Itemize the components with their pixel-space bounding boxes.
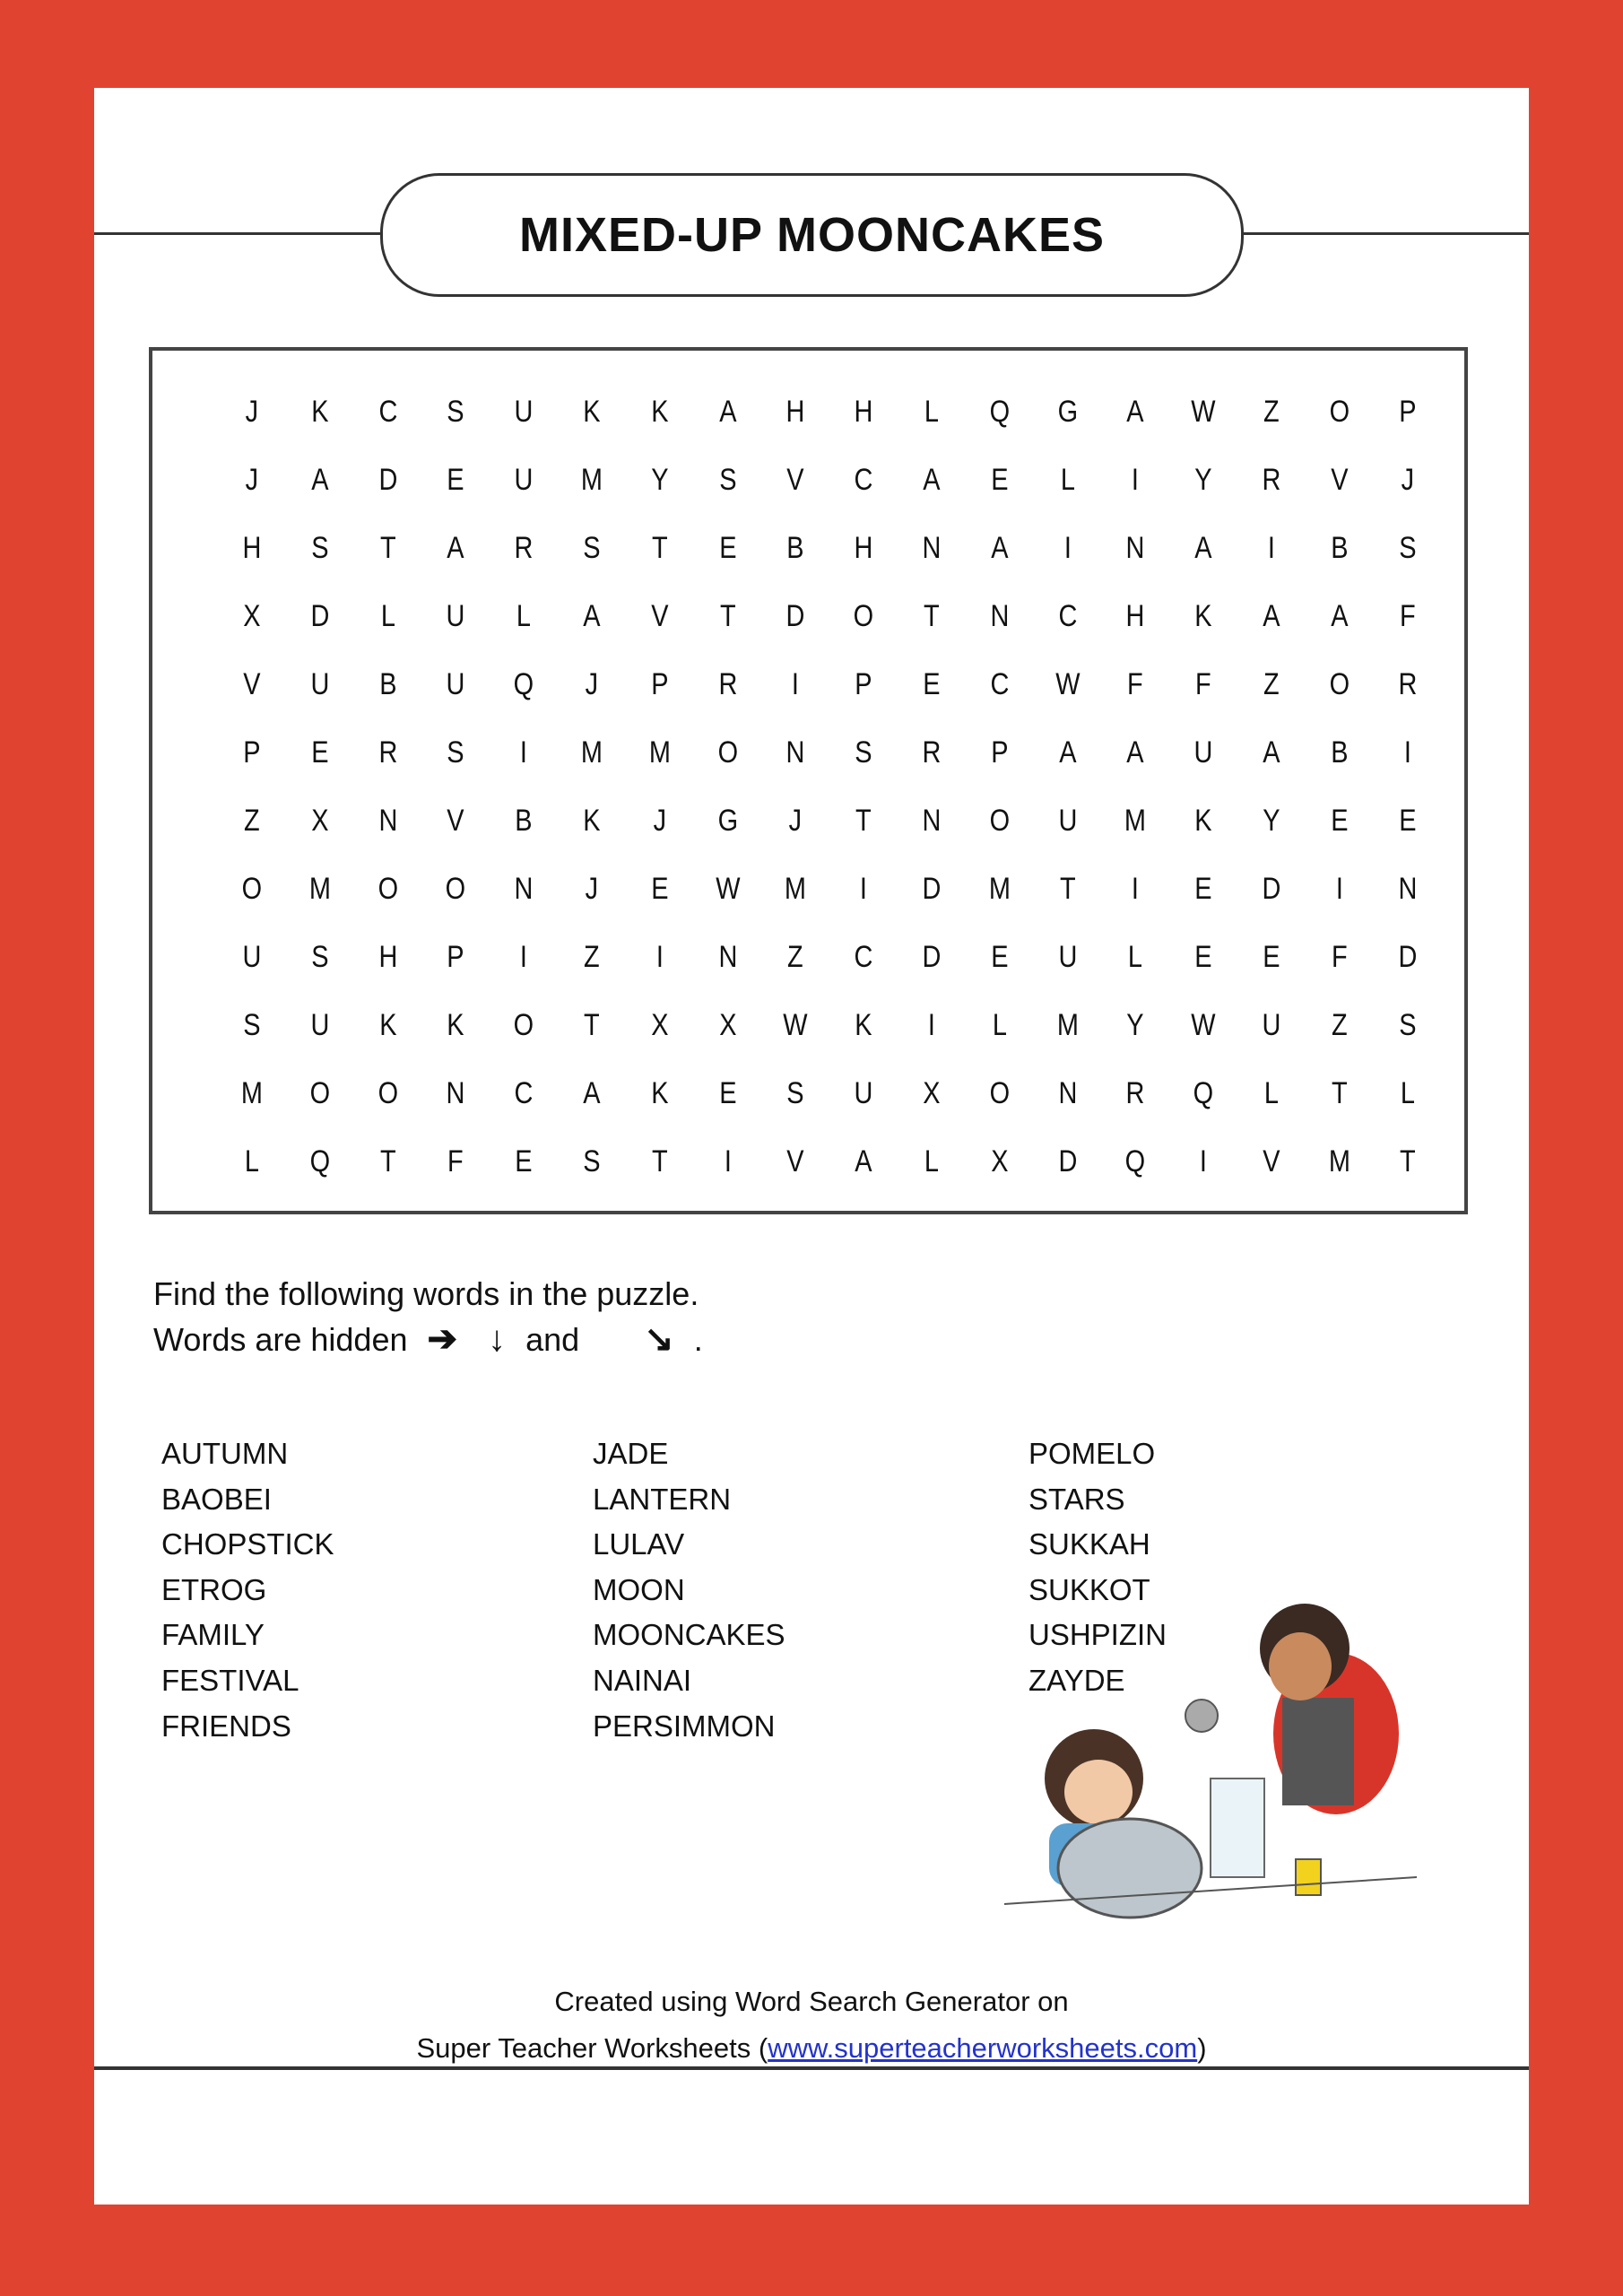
- grid-letter: K: [311, 395, 329, 429]
- grid-letter: Q: [513, 667, 534, 701]
- word-list-item: SUKKAH: [1028, 1527, 1150, 1561]
- grid-letter: P: [855, 667, 872, 701]
- footer-line-1: Created using Word Search Generator on: [554, 1986, 1069, 2017]
- grid-letter: E: [651, 872, 669, 906]
- grid-letter: O: [378, 872, 398, 906]
- grid-letter: O: [378, 1076, 398, 1110]
- grid-letter: T: [651, 531, 668, 565]
- grid-letter: A: [855, 1144, 872, 1178]
- grid-letter: U: [310, 1008, 330, 1042]
- grid-letter: O: [989, 1076, 1010, 1110]
- arrow-right-icon: ➔: [427, 1319, 458, 1359]
- grid-letter: K: [1194, 599, 1212, 633]
- word-search-grid-box: [149, 347, 1468, 1214]
- grid-letter: W: [1191, 395, 1216, 429]
- footer-credit: [94, 1979, 1529, 2072]
- grid-letter: A: [923, 463, 941, 497]
- word-list-item: PERSIMMON: [593, 1709, 776, 1743]
- grid-letter: O: [989, 804, 1010, 838]
- grid-letter: D: [1058, 1144, 1077, 1178]
- grid-letter: S: [447, 395, 464, 429]
- grid-letter: B: [1330, 735, 1349, 770]
- grid-letter: K: [1194, 804, 1212, 838]
- grid-letter: N: [785, 735, 805, 770]
- grid-letter: U: [1193, 735, 1213, 770]
- grid-letter: L: [1060, 463, 1075, 497]
- grid-letter: A: [1058, 735, 1077, 770]
- word-list-item: ZAYDE: [1028, 1663, 1125, 1697]
- grid-letter: M: [1328, 1144, 1350, 1178]
- grid-letter: U: [1058, 940, 1077, 974]
- arrow-diagonal-icon: ↘: [644, 1319, 674, 1359]
- grid-letter: M: [1124, 804, 1147, 838]
- grid-letter: L: [924, 1144, 939, 1178]
- word-list-item: MOONCAKES: [593, 1618, 785, 1652]
- grid-letter: T: [1331, 1076, 1348, 1110]
- word-list-item: LULAV: [593, 1527, 685, 1561]
- grid-letter: H: [378, 940, 397, 974]
- grid-letter: C: [378, 395, 397, 429]
- grid-letter: T: [719, 599, 736, 633]
- grid-letter: D: [310, 599, 330, 633]
- page-title: MIXED-UP MOONCAKES: [380, 173, 1244, 297]
- grid-letter: U: [514, 463, 534, 497]
- grid-letter: Y: [1126, 1008, 1144, 1042]
- website-link[interactable]: www.superteacherworksheets.com: [768, 2032, 1198, 2064]
- grid-letter: S: [786, 1076, 804, 1110]
- grid-letter: S: [1398, 1008, 1417, 1042]
- grid-letter: N: [922, 531, 942, 565]
- grid-letter: D: [1397, 940, 1417, 974]
- grid-letter: K: [378, 1008, 397, 1042]
- grid-letter: E: [718, 1076, 737, 1110]
- grid-letter: T: [855, 804, 872, 838]
- grid-letter: Z: [1331, 1008, 1348, 1042]
- grid-letter: R: [922, 735, 942, 770]
- grid-letter: P: [651, 667, 669, 701]
- grid-letter: A: [447, 531, 464, 565]
- grid-letter: I: [860, 872, 868, 906]
- grid-letter: A: [1263, 735, 1280, 770]
- grid-letter: J: [585, 872, 599, 906]
- footer-line-2: [94, 2025, 1529, 2072]
- grid-letter: L: [1263, 1076, 1279, 1110]
- word-list-item: JADE: [593, 1437, 669, 1470]
- grid-letter: M: [1056, 1008, 1079, 1042]
- grid-letter: G: [1057, 395, 1078, 429]
- grid-letter: P: [1398, 395, 1417, 429]
- grid-letter: K: [583, 804, 601, 838]
- grid-letter: V: [651, 599, 669, 633]
- grid-letter: X: [991, 1144, 1009, 1178]
- grid-letter: R: [378, 735, 397, 770]
- grid-letter: M: [240, 1076, 263, 1110]
- instructions-line-2: [153, 1317, 703, 1362]
- grid-letter: H: [785, 395, 805, 429]
- grid-letter: Z: [787, 940, 804, 974]
- grid-letter: R: [718, 667, 737, 701]
- word-search-grid: [218, 378, 1441, 1196]
- grid-letter: U: [514, 395, 534, 429]
- grid-letter: M: [580, 735, 603, 770]
- grid-letter: I: [1132, 872, 1140, 906]
- word-list-item: ETROG: [161, 1572, 267, 1606]
- grid-letter: L: [1400, 1076, 1415, 1110]
- grid-letter: C: [514, 1076, 534, 1110]
- grid-letter: H: [242, 531, 262, 565]
- word-list-item: LANTERN: [593, 1482, 732, 1516]
- grid-letter: I: [792, 667, 800, 701]
- grid-letter: N: [1397, 872, 1417, 906]
- grid-letter: M: [648, 735, 671, 770]
- grid-letter: Z: [244, 804, 260, 838]
- grid-letter: I: [724, 1144, 732, 1178]
- grid-letter: I: [1335, 872, 1343, 906]
- grid-letter: W: [783, 1008, 808, 1042]
- grid-letter: I: [927, 1008, 935, 1042]
- grid-letter: U: [446, 599, 465, 633]
- grid-letter: S: [311, 940, 329, 974]
- grid-letter: Q: [309, 1144, 330, 1178]
- word-list-item: STARS: [1028, 1482, 1125, 1516]
- grid-letter: J: [789, 804, 803, 838]
- grid-letter: P: [447, 940, 464, 974]
- grid-letter: X: [923, 1076, 941, 1110]
- word-list-item: FESTIVAL: [161, 1663, 299, 1697]
- grid-letter: N: [990, 599, 1010, 633]
- grid-letter: U: [1262, 1008, 1281, 1042]
- grid-letter: O: [309, 1076, 330, 1110]
- grid-letter: U: [310, 667, 330, 701]
- grid-letter: Q: [1125, 1144, 1146, 1178]
- grid-letter: H: [854, 531, 873, 565]
- grid-letter: B: [786, 531, 804, 565]
- word-list-item: MOON: [593, 1572, 685, 1606]
- grid-letter: O: [513, 1008, 534, 1042]
- grid-letter: T: [584, 1008, 600, 1042]
- instructions-period: .: [693, 1321, 703, 1358]
- grid-letter: A: [1126, 395, 1144, 429]
- word-list-column-1: [161, 1431, 334, 1749]
- word-list-item: BAOBEI: [161, 1482, 272, 1516]
- grid-letter: M: [580, 463, 603, 497]
- grid-letter: W: [1055, 667, 1081, 701]
- grid-letter: L: [1128, 940, 1143, 974]
- grid-letter: K: [855, 1008, 872, 1042]
- grid-letter: S: [311, 531, 329, 565]
- grid-letter: A: [1126, 735, 1144, 770]
- grid-letter: O: [446, 872, 466, 906]
- worksheet-page: [94, 88, 1529, 2205]
- grid-letter: N: [1058, 1076, 1077, 1110]
- word-list-item: FRIENDS: [161, 1709, 291, 1743]
- grid-letter: V: [243, 667, 261, 701]
- grid-letter: O: [717, 735, 738, 770]
- grid-letter: C: [854, 463, 873, 497]
- grid-letter: N: [1125, 531, 1145, 565]
- grid-letter: D: [922, 872, 942, 906]
- instructions-line-1: Find the following words in the puzzle.: [153, 1275, 699, 1312]
- grid-letter: G: [717, 804, 738, 838]
- grid-letter: L: [992, 1008, 1007, 1042]
- grid-letter: T: [1399, 1144, 1416, 1178]
- grid-letter: S: [718, 463, 737, 497]
- grid-letter: J: [1401, 463, 1414, 497]
- grid-letter: O: [1329, 667, 1350, 701]
- grid-letter: Z: [1263, 395, 1280, 429]
- grid-letter: V: [447, 804, 464, 838]
- grid-letter: Y: [1194, 463, 1212, 497]
- word-list-item: POMELO: [1028, 1437, 1156, 1470]
- grid-letter: A: [1194, 531, 1212, 565]
- grid-letter: M: [785, 872, 807, 906]
- grid-letter: W: [715, 872, 741, 906]
- grid-letter: E: [718, 531, 737, 565]
- grid-letter: E: [311, 735, 329, 770]
- grid-letter: E: [447, 463, 464, 497]
- grid-letter: T: [379, 1144, 396, 1178]
- grid-letter: A: [1263, 599, 1280, 633]
- grid-letter: I: [1267, 531, 1275, 565]
- grid-letter: L: [244, 1144, 259, 1178]
- grid-letter: A: [1330, 599, 1349, 633]
- grid-letter: A: [718, 395, 737, 429]
- grid-letter: I: [655, 940, 664, 974]
- grid-letter: F: [1331, 940, 1348, 974]
- grid-letter: J: [245, 463, 259, 497]
- grid-letter: E: [923, 667, 941, 701]
- grid-letter: F: [447, 1144, 464, 1178]
- grid-letter: S: [583, 1144, 601, 1178]
- grid-letter: F: [1127, 667, 1144, 701]
- grid-letter: E: [1263, 940, 1280, 974]
- word-list-item: FAMILY: [161, 1618, 265, 1652]
- grid-letter: E: [515, 1144, 533, 1178]
- grid-letter: K: [583, 395, 601, 429]
- grid-letter: N: [922, 804, 942, 838]
- grid-letter: I: [1132, 463, 1140, 497]
- grid-letter: T: [379, 531, 396, 565]
- grid-letter: M: [308, 872, 331, 906]
- grid-letter: S: [1398, 531, 1417, 565]
- grid-letter: H: [854, 395, 873, 429]
- grid-letter: Z: [1263, 667, 1280, 701]
- grid-letter: O: [853, 599, 874, 633]
- grid-letter: N: [514, 872, 534, 906]
- grid-letter: I: [1403, 735, 1411, 770]
- grid-letter: E: [1330, 804, 1349, 838]
- grid-letter: Y: [1263, 804, 1280, 838]
- grid-letter: F: [1195, 667, 1211, 701]
- grid-letter: D: [1262, 872, 1281, 906]
- grid-letter: V: [786, 1144, 804, 1178]
- grid-letter: X: [718, 1008, 737, 1042]
- arrow-down-icon: ↓: [488, 1319, 507, 1359]
- grid-letter: S: [583, 531, 601, 565]
- grid-letter: Q: [989, 395, 1010, 429]
- grid-letter: S: [447, 735, 464, 770]
- grid-letter: E: [1194, 940, 1212, 974]
- word-list-item: SUKKOT: [1028, 1572, 1150, 1606]
- grid-letter: R: [514, 531, 534, 565]
- grid-letter: J: [245, 395, 259, 429]
- grid-letter: Z: [584, 940, 600, 974]
- grid-letter: N: [446, 1076, 465, 1110]
- grid-letter: U: [1058, 804, 1077, 838]
- grid-letter: R: [1125, 1076, 1145, 1110]
- grid-letter: E: [991, 463, 1009, 497]
- grid-letter: A: [583, 1076, 601, 1110]
- word-list-item: USHPIZIN: [1028, 1618, 1167, 1652]
- grid-letter: F: [1399, 599, 1416, 633]
- grid-letter: C: [1058, 599, 1077, 633]
- grid-letter: P: [243, 735, 261, 770]
- grid-letter: U: [854, 1076, 873, 1110]
- grid-letter: H: [1125, 599, 1145, 633]
- grid-letter: S: [855, 735, 872, 770]
- grid-letter: I: [1063, 531, 1072, 565]
- grid-letter: L: [924, 395, 939, 429]
- grid-letter: I: [520, 735, 528, 770]
- word-list-item: AUTUMN: [161, 1437, 289, 1470]
- grid-letter: T: [651, 1144, 668, 1178]
- grid-letter: I: [1200, 1144, 1208, 1178]
- grid-letter: O: [1329, 395, 1350, 429]
- grid-letter: C: [854, 940, 873, 974]
- grid-letter: M: [988, 872, 1011, 906]
- grid-letter: V: [786, 463, 804, 497]
- grid-letter: J: [653, 804, 666, 838]
- word-list-item: CHOPSTICK: [161, 1527, 334, 1561]
- word-list-item: NAINAI: [593, 1663, 692, 1697]
- grid-letter: W: [1191, 1008, 1216, 1042]
- instructions: [153, 1272, 703, 1362]
- grid-letter: U: [446, 667, 465, 701]
- grid-letter: P: [991, 735, 1009, 770]
- grid-letter: C: [990, 667, 1010, 701]
- grid-letter: A: [311, 463, 329, 497]
- grid-letter: Y: [651, 463, 669, 497]
- grid-letter: D: [378, 463, 397, 497]
- family-baking-illustration: [995, 1599, 1417, 1940]
- grid-letter: V: [1330, 463, 1349, 497]
- grid-letter: K: [447, 1008, 464, 1042]
- grid-letter: T: [924, 599, 940, 633]
- grid-letter: A: [991, 531, 1009, 565]
- grid-letter: V: [1263, 1144, 1280, 1178]
- grid-letter: O: [241, 872, 263, 906]
- grid-letter: X: [651, 1008, 669, 1042]
- grid-letter: X: [243, 599, 261, 633]
- grid-letter: A: [583, 599, 601, 633]
- instructions-and: and: [525, 1321, 580, 1358]
- grid-letter: B: [378, 667, 397, 701]
- grid-letter: Q: [1193, 1076, 1214, 1110]
- grid-letter: N: [378, 804, 397, 838]
- grid-letter: J: [585, 667, 599, 701]
- grid-letter: E: [1398, 804, 1417, 838]
- grid-letter: L: [516, 599, 532, 633]
- grid-letter: R: [1262, 463, 1281, 497]
- footer-prefix: Super Teacher Worksheets (: [416, 2032, 768, 2064]
- grid-letter: S: [243, 1008, 261, 1042]
- grid-letter: T: [1059, 872, 1076, 906]
- grid-letter: E: [1194, 872, 1212, 906]
- grid-letter: B: [515, 804, 533, 838]
- grid-letter: B: [1330, 531, 1349, 565]
- grid-letter: L: [380, 599, 395, 633]
- grid-letter: U: [242, 940, 262, 974]
- grid-letter: K: [651, 1076, 669, 1110]
- grid-letter: R: [1397, 667, 1417, 701]
- instructions-prefix: Words are hidden: [153, 1321, 408, 1358]
- footer-rule: [94, 2066, 1529, 2070]
- footer-suffix: ): [1197, 2032, 1207, 2064]
- grid-letter: N: [718, 940, 737, 974]
- grid-letter: I: [520, 940, 528, 974]
- grid-letter: E: [991, 940, 1009, 974]
- grid-letter: D: [922, 940, 942, 974]
- word-list-column-2: [593, 1431, 785, 1749]
- grid-letter: K: [651, 395, 669, 429]
- grid-letter: D: [785, 599, 805, 633]
- grid-letter: X: [311, 804, 329, 838]
